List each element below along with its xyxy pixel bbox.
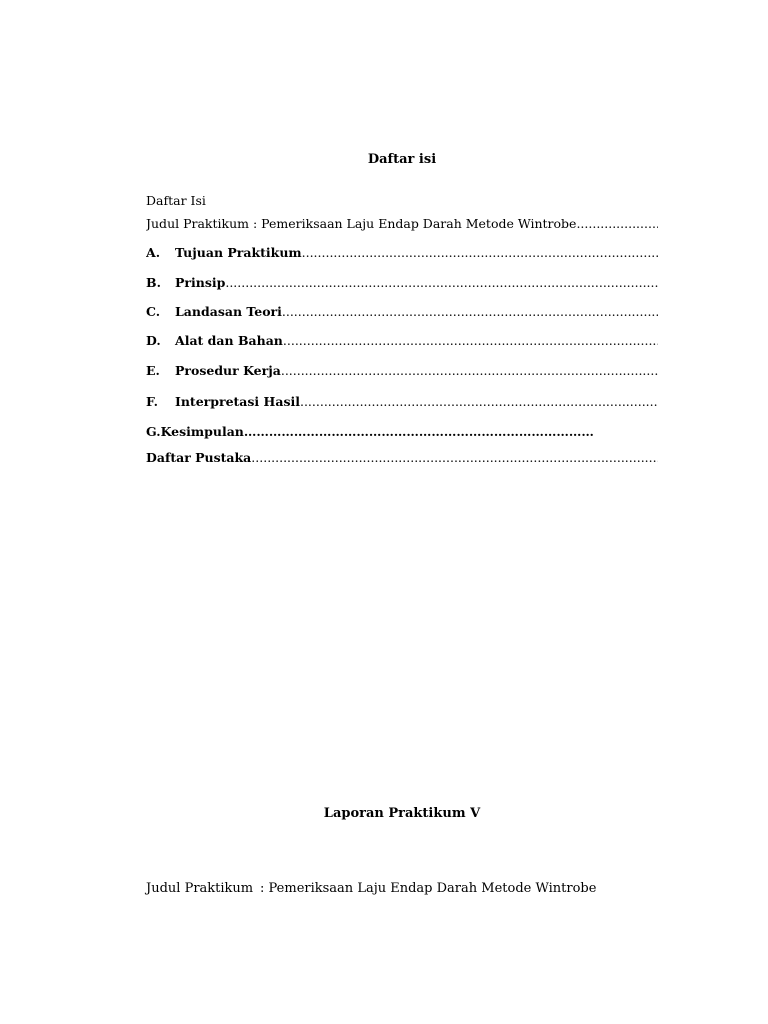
toc-item-label: Landasan Teori (175, 304, 282, 319)
toc-heading-line (146, 193, 658, 209)
toc-item-label: Prosedur Kerja (175, 363, 281, 378)
toc-kesimpulan-dots: ………………………………………………………………………… (243, 424, 594, 439)
toc-item-f (146, 394, 658, 410)
toc-leader-dots (283, 333, 658, 349)
toc-judul-text: Judul Praktikum : Pemeriksaan Laju Endap Darah Metode Wintrobe (146, 216, 577, 231)
toc-item-a (146, 245, 658, 261)
toc-item-letter: A. (146, 245, 161, 260)
toc-item-pustaka (146, 450, 658, 466)
toc-leader-dots (576, 216, 658, 232)
toc-item-label: Prinsip (175, 275, 226, 290)
report-judul-value: : Pemeriksaan Laju Endap Darah Metode Wintrobe (260, 881, 597, 896)
toc-leader-dots (300, 394, 658, 410)
toc-item-e (146, 363, 658, 379)
report-judul-line (146, 881, 596, 896)
toc-item-b (146, 275, 658, 291)
toc-leader-dots (225, 275, 658, 291)
toc-item-letter: F. (146, 394, 158, 409)
toc-item-g (146, 424, 658, 440)
toc-item-label: Alat dan Bahan (175, 333, 283, 348)
report-judul-label: Judul Praktikum (146, 881, 254, 896)
toc-title: Daftar isi (367, 152, 437, 167)
report-title: Laporan Praktikum V (323, 806, 481, 821)
toc-item-letter: D. (146, 333, 161, 348)
toc-item-d (146, 333, 658, 349)
toc-leader-dots (302, 245, 658, 261)
toc-item-label: Tujuan Praktikum (175, 245, 302, 260)
toc-leader-dots (282, 304, 658, 320)
toc-heading-text: Daftar Isi (146, 193, 206, 208)
toc-item-label: Interpretasi Hasil (175, 394, 300, 409)
toc-item-letter: C. (146, 304, 161, 319)
toc-item-c (146, 304, 658, 320)
toc-item-letter: B. (146, 275, 161, 290)
toc-judul-line (146, 216, 658, 232)
toc-item-letter: E. (146, 363, 160, 378)
toc-pustaka-label: Daftar Pustaka (146, 450, 252, 465)
toc-leader-dots (251, 450, 658, 466)
toc-kesimpulan-label: G.Kesimpulan (146, 424, 244, 439)
toc-leader-dots (281, 363, 658, 379)
